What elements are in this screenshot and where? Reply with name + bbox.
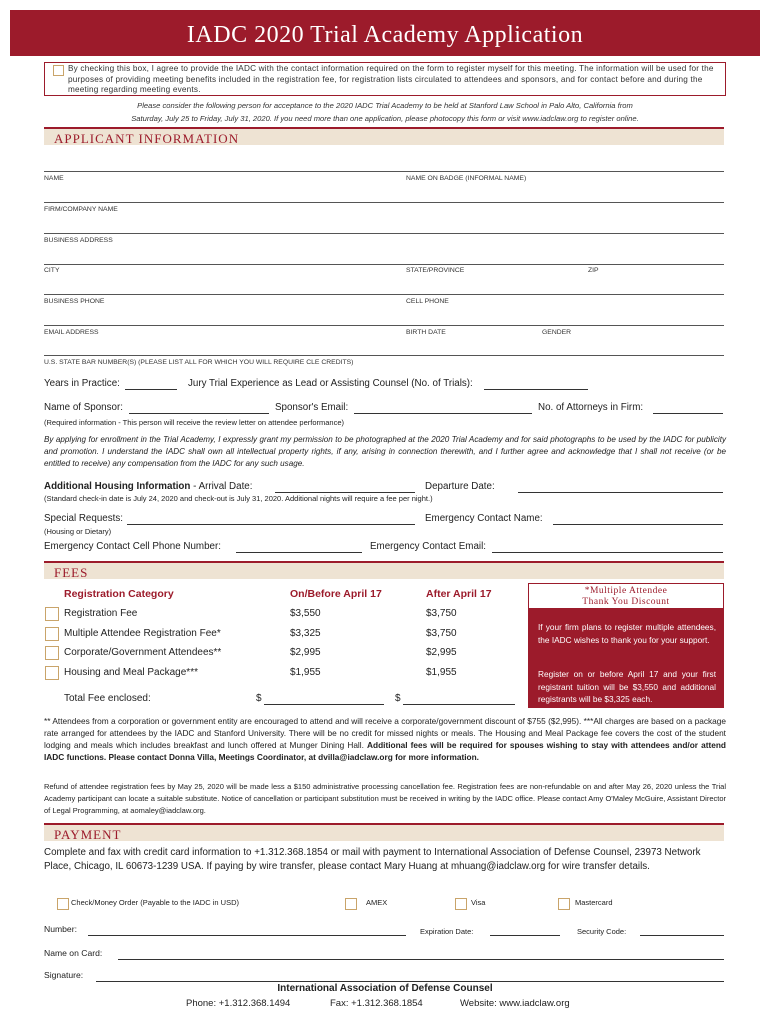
birth-label: BIRTH DATE: [406, 329, 446, 336]
footer-phone: Phone: +1.312.368.1494: [186, 998, 291, 1009]
emergency-cell-label: Emergency Contact Cell Phone Number:: [44, 541, 221, 552]
footer-website: Website: www.iadclaw.org: [460, 998, 570, 1009]
amex-checkbox[interactable]: [345, 898, 357, 910]
discount-text-2: Register on or before April 17 and your first registrant tuition will be $3,550 and additional registrants will be $3,325 each.: [538, 669, 716, 704]
total-label: Total Fee enclosed:: [64, 693, 151, 704]
discount-heading: [528, 583, 724, 609]
arrival-label: - Arrival Date:: [190, 481, 253, 492]
firm-label: FIRM/COMPANY NAME: [44, 206, 118, 213]
fee-row-label: Multiple Attendee Registration Fee*: [64, 628, 221, 639]
fee-row-after: $3,750: [426, 628, 457, 639]
jury-field[interactable]: [484, 378, 588, 390]
fee-row-before: $2,995: [290, 647, 321, 658]
total-dollar-before: $: [256, 693, 262, 704]
signature-field[interactable]: [96, 970, 724, 982]
badge-name-label: NAME ON BADGE (INFORMAL NAME): [406, 175, 527, 182]
discount-heading-line-2: Thank You Discount: [582, 597, 670, 607]
security-field[interactable]: [640, 924, 724, 936]
fee-col-after: After April 17: [426, 588, 492, 600]
fees-heading: FEES: [44, 561, 724, 579]
special-label: Special Requests:: [44, 513, 123, 524]
page-title: IADC 2020 Trial Academy Application: [10, 10, 760, 56]
applicant-heading: APPLICANT INFORMATION: [44, 127, 724, 145]
payment-instructions: Complete and fax with credit card information to +1.312.368.1854 or mail with payment to International Association of Defense Counsel, 23973 Network Place, Chicago, IL 60673-1239 USA. If paying by wire transfer, please contact Mary Huang at mhuang@iadclaw.org for wire transfer details.: [44, 847, 701, 872]
fee-checkbox-corporate[interactable]: [45, 646, 59, 660]
fee-row-before: $3,550: [290, 608, 321, 619]
phone-line[interactable]: [44, 294, 724, 295]
housing-line: [44, 481, 252, 492]
consider-text-line-1: Please consider the following person for acceptance to the 2020 IADC Trial Academy to be held at Stanford Law School in Palo Alto, California from: [137, 101, 633, 110]
housing-bold: Additional Housing Information: [44, 481, 191, 492]
fee-row-label: Housing and Meal Package***: [64, 667, 198, 678]
email-label: EMAIL ADDRESS: [44, 329, 99, 336]
emergency-email-field[interactable]: [492, 541, 723, 553]
fee-row-after: $2,995: [426, 647, 457, 658]
email-line[interactable]: [44, 325, 724, 326]
bar-label: U.S. STATE BAR NUMBER(S) (PLEASE LIST ALL FOR WHICH YOU WILL REQUIRE CLE CREDITS): [44, 359, 354, 366]
card-number-field[interactable]: [88, 924, 406, 936]
fee-col-before: On/Before April 17: [290, 588, 382, 600]
discount-heading-line-1: *Multiple Attendee: [584, 586, 668, 596]
refund-text: Refund of attendee registration fees by May 25, 2020 will be made less a $150 administrative processing cancellation fee. Registration fees are non-refundable on and after May 26, 2020 unless the Trial Academy participant can locate a suitable substitute. Notice of cancellation or participant substitution must be received in writing by the IADC office. Please contact Amy O'Maley McGuire, Assistant Director of Legal Programming, at aomaley@iadclaw.org.: [44, 782, 726, 815]
address-label: BUSINESS ADDRESS: [44, 237, 113, 244]
attorneys-label: No. of Attorneys in Firm:: [538, 402, 644, 413]
total-field-after[interactable]: [403, 693, 515, 705]
sponsor-field[interactable]: [129, 402, 269, 414]
fee-note: [44, 715, 726, 763]
sponsor-email-label: Sponsor's Email:: [275, 402, 349, 413]
fee-row-after: $3,750: [426, 608, 457, 619]
name-label: NAME: [44, 175, 64, 182]
total-dollar-after: $: [395, 693, 401, 704]
amex-label: AMEX: [366, 898, 388, 907]
firm-line[interactable]: [44, 202, 724, 203]
departure-label: Departure Date:: [425, 481, 495, 492]
sponsor-email-field[interactable]: [354, 402, 532, 414]
fee-checkbox-housing[interactable]: [45, 666, 59, 680]
sponsor-label: Name of Sponsor:: [44, 402, 123, 413]
address-line[interactable]: [44, 233, 724, 234]
state-label: STATE/PROVINCE: [406, 267, 465, 274]
payment-heading: PAYMENT: [44, 823, 724, 841]
fee-row-before: $3,325: [290, 628, 321, 639]
visa-label: Visa: [471, 898, 486, 907]
emergency-field[interactable]: [553, 513, 723, 525]
check-money-order-checkbox[interactable]: [57, 898, 69, 910]
photo-consent: By applying for enrollment in the Trial Academy, I expressly grant my permission to be photographed at the 2020 Trial Academy and for said photographs to be used by the IADC for publicity and promotion. I understand the IADC shall own all intellectual property rights, if any, arising in connection therewith, and I further agree and acknowledge that I shall not receive (or be entitled to receive) any compensation from the IADC for any such usage.: [44, 435, 726, 468]
housing-diet: (Housing or Dietary): [44, 527, 112, 536]
consider-text: [50, 99, 720, 125]
fee-row-before: $1,955: [290, 667, 321, 678]
fee-row-after: $1,955: [426, 667, 457, 678]
fee-checkbox-registration[interactable]: [45, 607, 59, 621]
footer-fax: Fax: +1.312.368.1854: [330, 998, 423, 1009]
arrival-field[interactable]: [275, 481, 415, 493]
attorneys-field[interactable]: [653, 402, 723, 414]
fee-note-text: ** Attendees from a corporation or government entity are encouraged to attend and will receive a corporate/government discount of $755 ($2,995). ***All charges are based on a package rate arranged for attendees by the IADC and Stanford University. There will be no credit for missed nights or meals. The Housing and Meal Package fee covers the cost of the student lodging and meals which includes breakfast and lunch offered at Munger Dining Hall.: [44, 716, 726, 750]
required-info: (Required information - This person will receive the review letter on attendee performance): [44, 418, 345, 427]
city-line[interactable]: [44, 264, 724, 265]
departure-field[interactable]: [518, 481, 723, 493]
expiration-field[interactable]: [490, 924, 560, 936]
signature-label: Signature:: [44, 970, 84, 980]
card-number-label: Number:: [44, 924, 77, 934]
name-on-card-field[interactable]: [118, 948, 724, 960]
footer-org: International Association of Defense Counsel: [277, 983, 493, 994]
jury-label: Jury Trial Experience as Lead or Assisting Counsel (No. of Trials):: [188, 378, 473, 389]
name-on-card-label: Name on Card:: [44, 948, 103, 958]
fee-row-label: Corporate/Government Attendees**: [64, 647, 222, 658]
total-field-before[interactable]: [264, 693, 384, 705]
standard-checkin: (Standard check-in date is July 24, 2020 and check-out is July 31, 2020. Additional nights will require a fee per night.): [44, 494, 433, 503]
fee-row-label: Registration Fee: [64, 608, 138, 619]
special-field[interactable]: [127, 513, 415, 525]
mastercard-checkbox[interactable]: [558, 898, 570, 910]
visa-checkbox[interactable]: [455, 898, 467, 910]
bar-line[interactable]: [44, 355, 724, 356]
gender-label: GENDER: [542, 329, 572, 336]
cell-label: CELL PHONE: [406, 298, 449, 305]
name-line[interactable]: [44, 171, 724, 172]
phone-label: BUSINESS PHONE: [44, 298, 105, 305]
zip-label: ZIP: [588, 267, 599, 274]
fee-col-category: Registration Category: [64, 588, 174, 600]
consent-checkbox[interactable]: [53, 65, 64, 76]
consent-text: By checking this box, I agree to provide the IADC with the contact information required on the form to register myself for this meeting. The information will be used for the purposes of providing meeting benefits included in the registration fee, for registration lists circulated to attendees and sponsors, and for contact before and during the meeting regarding meeting events.: [68, 64, 714, 94]
fee-note-bold: Additional fees will be required for spouses wishing to stay with attendees and/or attend IADC functions. Please contact Donna Villa, Meetings Coordinator, at dvilla@iadclaw.org for more information.: [44, 740, 726, 762]
years-label: Years in Practice:: [44, 378, 120, 389]
years-field[interactable]: [125, 378, 177, 390]
emergency-label: Emergency Contact Name:: [425, 513, 543, 524]
discount-text-1: If your firm plans to register multiple attendees, the IADC wishes to thank you for your support.: [538, 622, 716, 645]
mastercard-label: Mastercard: [575, 898, 613, 907]
emergency-cell-field[interactable]: [236, 541, 362, 553]
fee-checkbox-multiple[interactable]: [45, 627, 59, 641]
consider-text-line-2: Saturday, July 25 to Friday, July 31, 2020. If you need more than one application, please photocopy this form or visit www.iadclaw.org to register online.: [131, 114, 639, 123]
city-label: CITY: [44, 267, 60, 274]
check-money-order-label: Check/Money Order (Payable to the IADC in USD): [71, 898, 239, 907]
expiration-label: Expiration Date:: [420, 927, 474, 936]
security-label: Security Code:: [577, 927, 627, 936]
emergency-email-label: Emergency Contact Email:: [370, 541, 486, 552]
